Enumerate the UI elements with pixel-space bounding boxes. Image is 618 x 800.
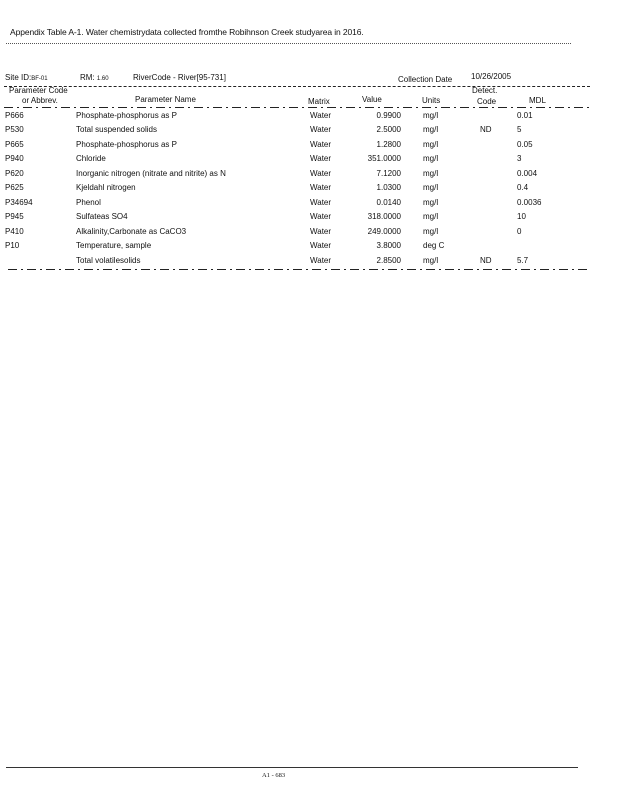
- cell-code: P665: [5, 139, 24, 149]
- col-header-code-line2: or Abbrev.: [22, 96, 58, 105]
- cell-matrix: Water: [310, 111, 332, 120]
- cell-value: 351.0000: [367, 154, 401, 164]
- cell-code: P620: [5, 168, 24, 178]
- col-header-detect-line1: Detect.: [472, 86, 498, 95]
- table-row: [0, 111, 618, 125]
- header-divider: [4, 107, 590, 108]
- table-row: [0, 256, 618, 270]
- cell-value: 2.8500: [376, 255, 401, 265]
- cell-code: P10: [5, 241, 20, 251]
- cell-mdl: 0.05: [517, 139, 533, 149]
- cell-units: mg/l: [423, 226, 439, 236]
- cell-value: 1.2800: [376, 139, 401, 149]
- cell-mdl: 5: [517, 125, 522, 135]
- rm-value: 1.60: [96, 76, 109, 82]
- cell-matrix: Water: [310, 226, 332, 236]
- site-divider: [4, 86, 590, 87]
- cell-value: 3.8000: [376, 241, 401, 251]
- table-row: [0, 154, 618, 168]
- cell-value: 0.9900: [376, 111, 401, 120]
- cell-name: Total suspended solids: [76, 125, 157, 135]
- cell-mdl: 0.004: [517, 168, 538, 178]
- cell-matrix: Water: [310, 125, 332, 135]
- cell-name: Total volatilesolids: [76, 255, 141, 265]
- table-row: [0, 212, 618, 226]
- cell-code: P625: [5, 183, 24, 193]
- cell-value: 1.0300: [376, 183, 401, 193]
- collection-date-label: Collection Date: [398, 75, 453, 84]
- cell-value: 0.0140: [376, 197, 401, 207]
- cell-units: mg/l: [423, 139, 439, 149]
- table-row: [0, 198, 618, 212]
- cell-name: Phosphate-phosphorus as P: [76, 139, 177, 149]
- cell-units: deg C: [423, 241, 445, 251]
- table-bottom-divider: [8, 269, 590, 270]
- table-row: [0, 183, 618, 197]
- cell-units: mg/l: [423, 255, 439, 265]
- cell-mdl: 0.4: [517, 183, 529, 193]
- cell-units: mg/l: [423, 212, 439, 222]
- cell-value: 2.5000: [376, 125, 401, 135]
- cell-units: mg/l: [423, 111, 439, 120]
- cell-name: Alkalinity,Carbonate as CaCO3: [76, 226, 187, 236]
- cell-matrix: Water: [310, 255, 332, 265]
- cell-matrix: Water: [310, 154, 332, 164]
- page-number: A1 - 683: [262, 772, 286, 779]
- col-header-units: Units: [422, 96, 441, 105]
- river-code: RiverCode - River[95-731]: [133, 73, 226, 82]
- cell-name: Inorganic nitrogen (nitrate and nitrite) as N: [76, 168, 226, 178]
- cell-name: Temperature, sample: [76, 241, 152, 251]
- cell-units: mg/l: [423, 125, 439, 135]
- cell-code: P34694: [5, 197, 33, 207]
- cell-units: mg/l: [423, 183, 439, 193]
- cell-units: mg/l: [423, 168, 439, 178]
- table-row: [0, 140, 618, 154]
- cell-name: Phosphate-phosphorus as P: [76, 111, 177, 120]
- col-header-matrix: Matrix: [308, 97, 330, 106]
- cell-mdl: 0: [517, 226, 522, 236]
- site-id: [5, 73, 48, 82]
- caption-divider: [6, 43, 571, 44]
- cell-value: 249.0000: [367, 226, 401, 236]
- cell-name: Phenol: [76, 197, 101, 207]
- cell-mdl: 10: [517, 212, 526, 222]
- cell-matrix: Water: [310, 168, 332, 178]
- footer-divider: [6, 767, 578, 768]
- cell-units: mg/l: [423, 154, 439, 164]
- cell-matrix: Water: [310, 197, 332, 207]
- cell-name: Kjeldahl nitrogen: [76, 183, 136, 193]
- col-header-mdl: MDL: [529, 96, 546, 105]
- cell-value: 7.1200: [376, 168, 401, 178]
- cell-mdl: 3: [517, 154, 522, 164]
- table-row: [0, 169, 618, 183]
- cell-mdl: 0.01: [517, 111, 533, 120]
- site-id-value: BF-01: [31, 76, 48, 82]
- col-header-value: Value: [362, 95, 382, 104]
- cell-name: Sulfateas SO4: [76, 212, 128, 222]
- rm-label: RM:: [80, 73, 95, 82]
- cell-matrix: Water: [310, 241, 332, 251]
- cell-code: P410: [5, 226, 24, 236]
- table-caption: Appendix Table A-1. Water chemistrydata collected fromthe Robihnson Creek studyarea in 2016.: [10, 27, 364, 37]
- cell-detect: ND: [480, 255, 492, 265]
- site-id-label: Site ID:: [5, 73, 32, 82]
- table-row: [0, 241, 618, 255]
- cell-matrix: Water: [310, 212, 332, 222]
- cell-code: P945: [5, 212, 24, 222]
- cell-value: 318.0000: [367, 212, 401, 222]
- col-header-code-line1: Parameter Code: [9, 86, 68, 95]
- table-row: [0, 125, 618, 139]
- col-header-name: Parameter Name: [135, 95, 196, 104]
- river-mile: [80, 73, 109, 82]
- cell-matrix: Water: [310, 183, 332, 193]
- cell-units: mg/l: [423, 197, 439, 207]
- cell-mdl: 0.0036: [517, 197, 542, 207]
- col-header-detect-line2: Code: [477, 97, 497, 106]
- table-row: [0, 227, 618, 241]
- cell-detect: ND: [480, 125, 492, 135]
- cell-matrix: Water: [310, 139, 332, 149]
- collection-date-value: 10/26/2005: [471, 72, 512, 81]
- cell-code: P666: [5, 111, 24, 120]
- cell-code: P530: [5, 125, 24, 135]
- cell-code: P940: [5, 154, 24, 164]
- cell-mdl: 5.7: [517, 255, 529, 265]
- cell-name: Chloride: [76, 154, 106, 164]
